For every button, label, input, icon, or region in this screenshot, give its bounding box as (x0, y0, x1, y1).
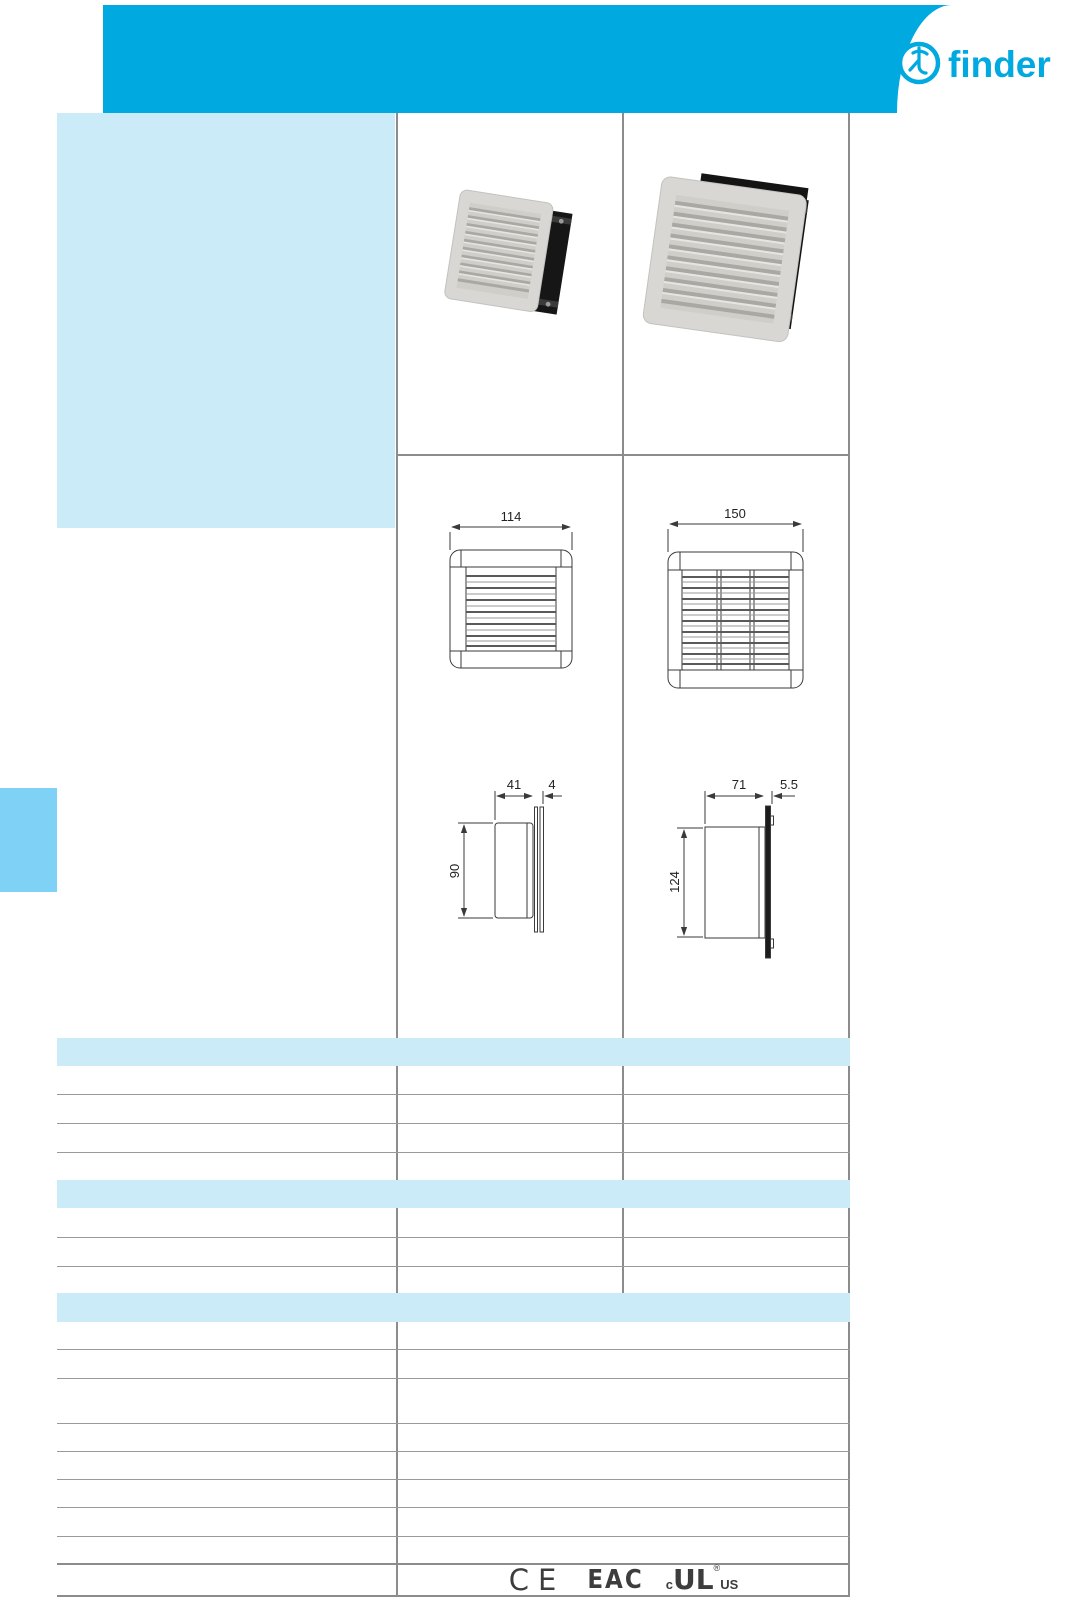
section-side-tab (0, 788, 57, 892)
side-view-small (458, 791, 562, 932)
spec-row-line (57, 1423, 850, 1424)
eac-mark-icon: EAC (587, 1564, 644, 1595)
ul-us-label: US (720, 1576, 739, 1592)
section-header-band-1 (57, 1038, 850, 1066)
spec-row-line (57, 1349, 850, 1350)
dim-side-large-flange: 5.5 (779, 777, 799, 792)
section-header-band-2 (57, 1180, 850, 1208)
ul-reg-label: ® (713, 1562, 721, 1573)
dim-side-small-flange: 4 (548, 777, 556, 792)
finder-logo-icon (896, 40, 942, 91)
spec-row-line (57, 1536, 850, 1537)
finder-logo (896, 41, 1051, 89)
front-view-small (450, 527, 572, 668)
dim-front-large-width: 150 (724, 506, 746, 521)
side-view-large (677, 791, 795, 958)
ul-label: UL (672, 1562, 714, 1596)
table-bottom-line (57, 1595, 850, 1597)
filter-fan-large-photo (642, 168, 810, 343)
spec-row-line (57, 1479, 850, 1480)
cul-us-mark-icon (665, 1562, 739, 1596)
dim-side-small-depth: 41 (506, 777, 522, 792)
spec-row-line (57, 1451, 850, 1452)
spec-row-line (57, 1378, 850, 1379)
spec-row-line (57, 1507, 850, 1508)
finder-logo-text: finder (948, 44, 1051, 85)
approvals-cell (397, 1564, 850, 1595)
spec-row-line (57, 1266, 850, 1267)
filter-fan-small-photo (444, 189, 574, 315)
dim-front-small-width: 114 (500, 509, 522, 524)
dim-side-large-height: 124 (667, 871, 682, 893)
spec-row-line (57, 1237, 850, 1238)
front-view-large (668, 524, 803, 688)
spec-row-line (57, 1094, 850, 1095)
spec-row-line (57, 1123, 850, 1124)
ul-c-label: c (665, 1576, 673, 1592)
dimension-drawings (397, 456, 850, 1038)
dim-side-small-height: 90 (447, 863, 462, 879)
feature-box (57, 113, 395, 528)
ce-mark-icon: CE (508, 1562, 566, 1597)
dim-side-large-depth: 71 (731, 777, 747, 792)
spec-row-line (57, 1152, 850, 1153)
product-photos (397, 113, 850, 454)
section-header-band-3 (57, 1293, 850, 1322)
